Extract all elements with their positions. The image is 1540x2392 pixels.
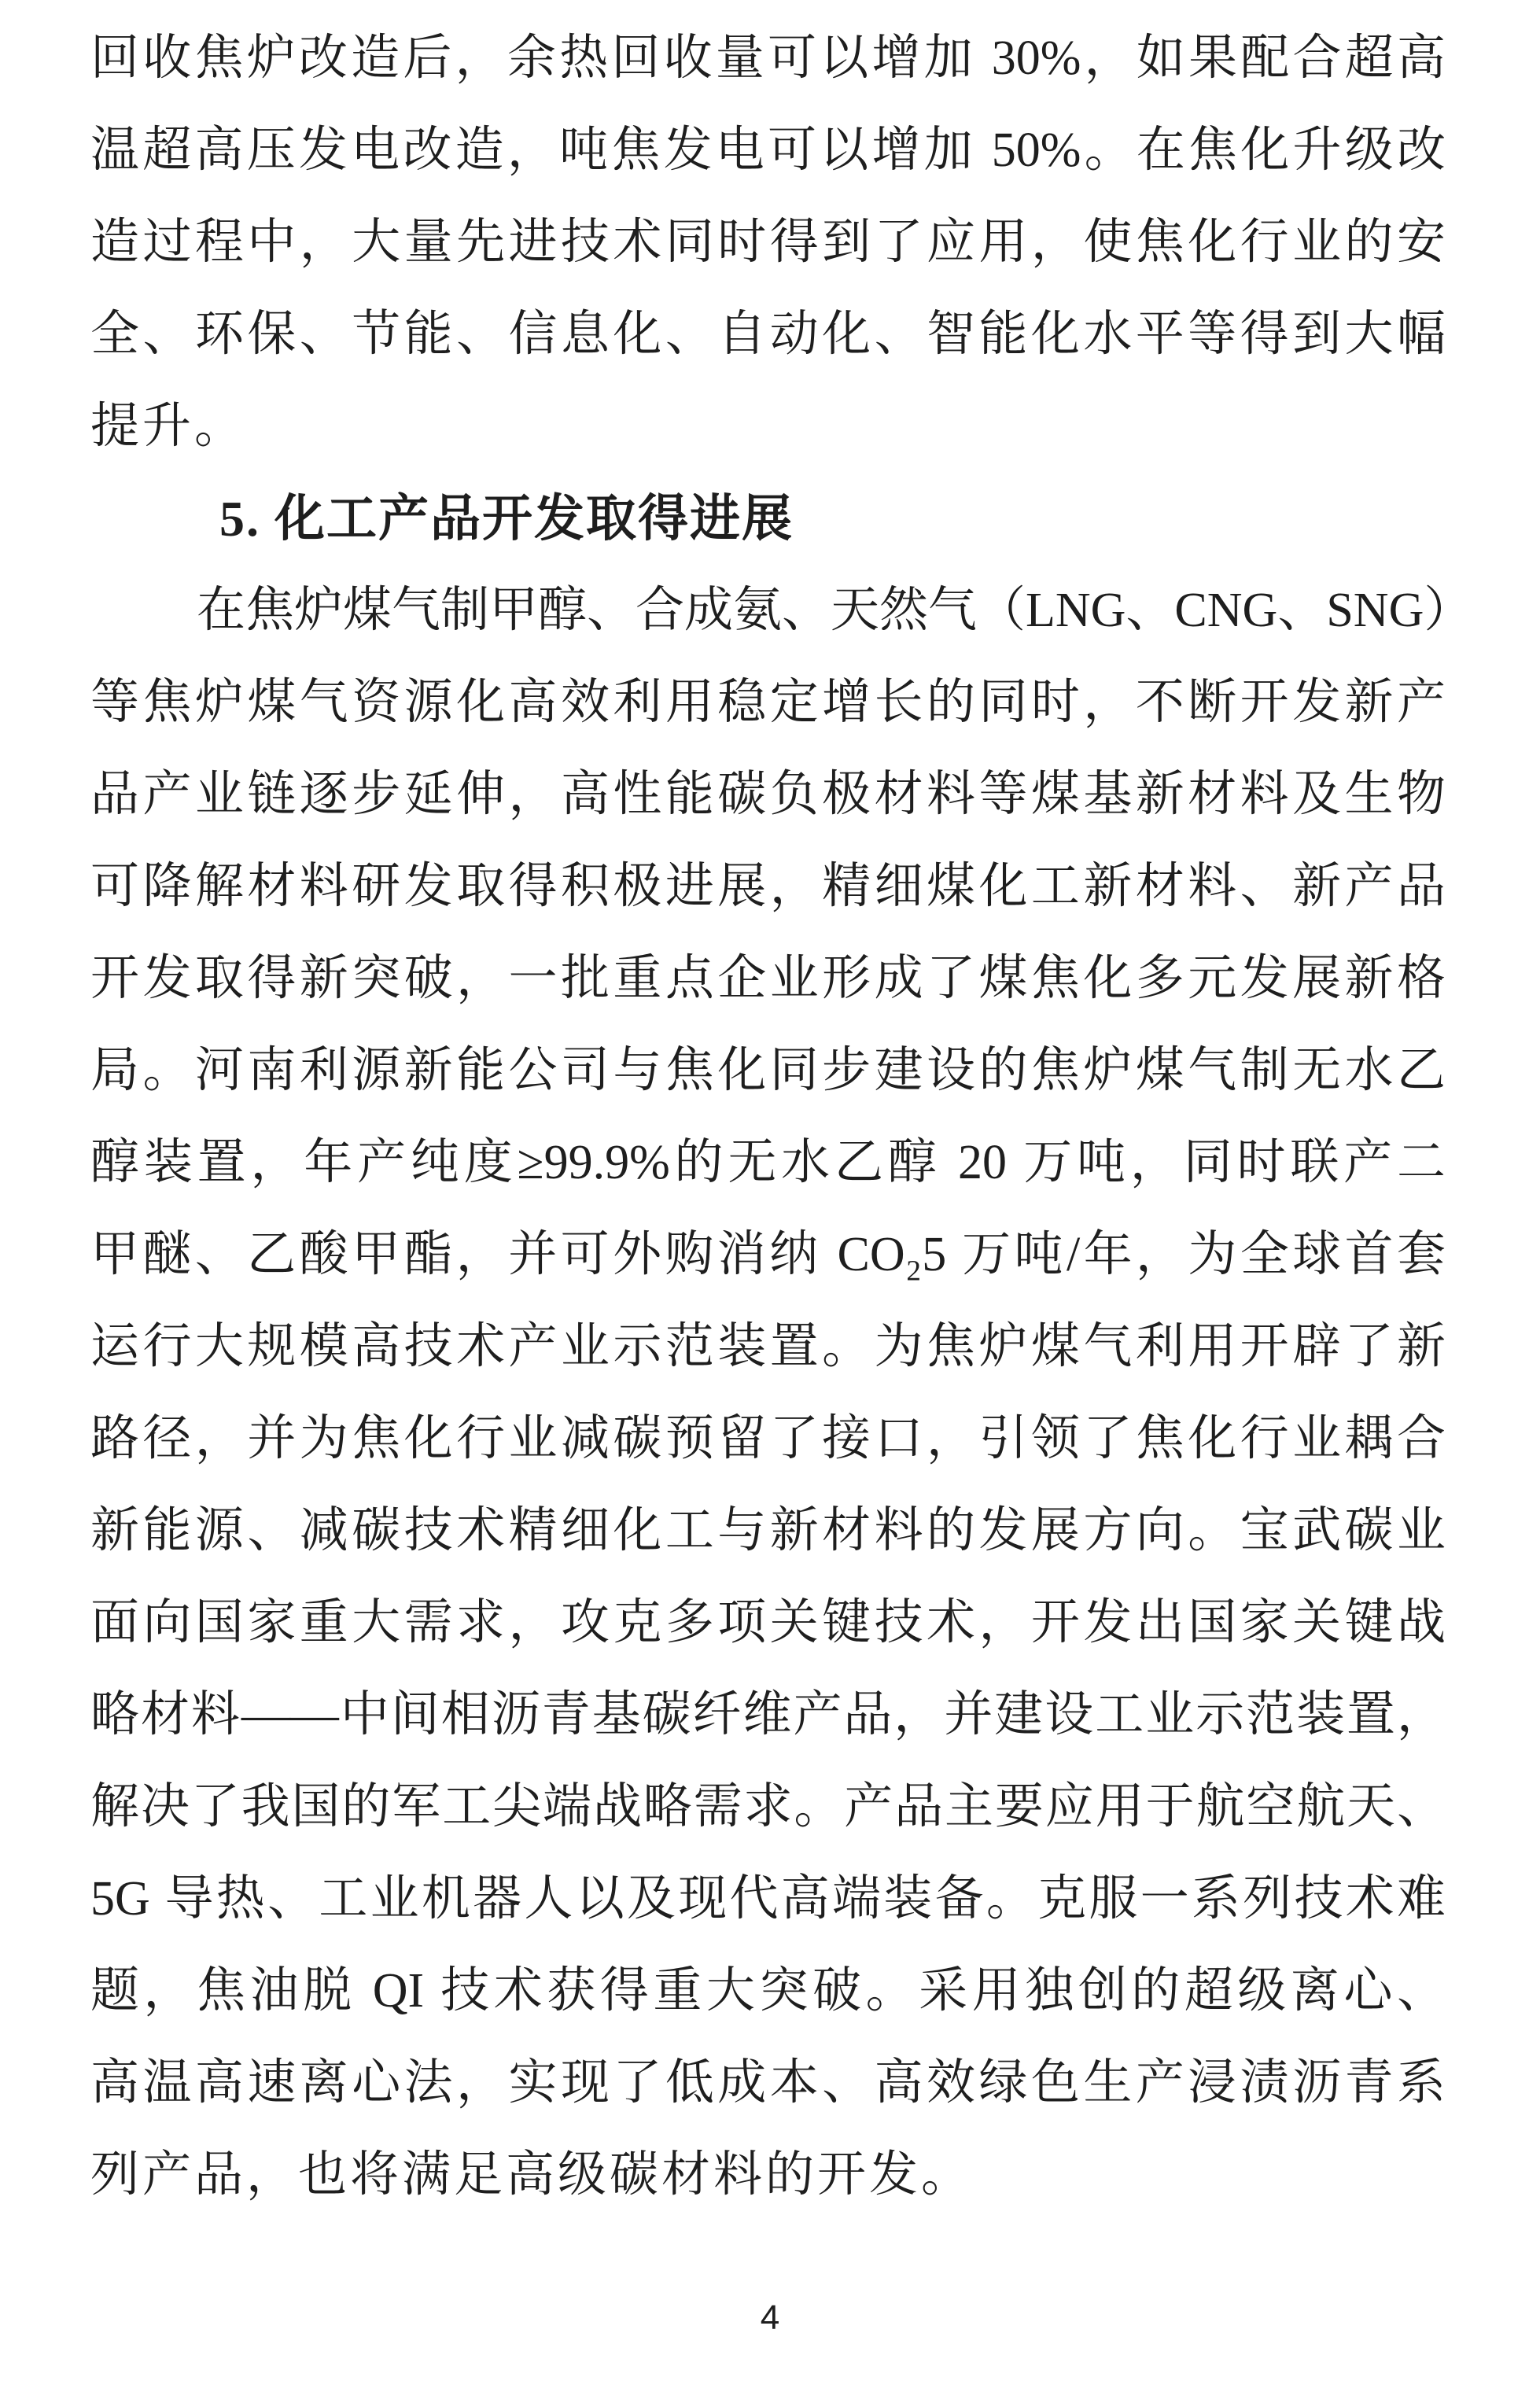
paragraph2-line: 新能源、减碳技术精细化工与新材料的发展方向。宝武碳业 — [90, 1504, 1446, 1557]
paragraph1-line: 造过程中，大量先进技术同时得到了应用，使焦化行业的安 — [90, 216, 1446, 269]
paragraph2-line: 局。河南利源新能公司与焦化同步建设的焦炉煤气制无水乙 — [90, 1044, 1446, 1097]
paragraph2-line: 面向国家重大需求，攻克多项关键技术，开发出国家关键战 — [90, 1596, 1446, 1649]
paragraph1-line: 回收焦炉改造后，余热回收量可以增加 30%，如果配合超高 — [90, 31, 1446, 85]
paragraph2-line: 路径，并为焦化行业减碳预留了接口，引领了焦化行业耦合 — [90, 1412, 1446, 1465]
page-number: 4 — [760, 2298, 780, 2337]
paragraph2-line: 等焦炉煤气资源化高效利用稳定增长的同时，不断开发新产 — [90, 676, 1446, 729]
paragraph1-line: 全、环保、节能、信息化、自动化、智能化水平等得到大幅 — [90, 308, 1446, 361]
paragraph2-line: 开发取得新突破，一批重点企业形成了煤焦化多元发展新格 — [90, 952, 1446, 1005]
paragraph2-line: 运行大规模高技术产业示范装置。为焦炉煤气利用开辟了新 — [90, 1320, 1446, 1373]
paragraph2-line: 可降解材料研发取得积极进展，精细煤化工新材料、新产品 — [90, 860, 1446, 913]
paragraph1-line: 提升。 — [90, 400, 247, 453]
paragraph2-line: 醇装置，年产纯度≥99.9%的无水乙醇 20 万吨，同时联产二 — [90, 1136, 1446, 1189]
paragraph1-line: 温超高压发电改造，吨焦发电可以增加 50%。在焦化升级改 — [90, 123, 1446, 177]
paragraph2-line: 5G 导热、工业机器人以及现代高端装备。克服一系列技术难 — [90, 1872, 1446, 1926]
page-body-text — [90, 13, 1473, 2221]
paragraph2-line: 高温高速离心法，实现了低成本、高效绿色生产浸渍沥青系 — [90, 2056, 1446, 2110]
paragraph2-line: 甲醚、乙酸甲酯，并可外购消纳 CO₂5 万吨/年，为全球首套 — [90, 1228, 1446, 1281]
paragraph2-line: 列产品，也将满足高级碳材料的开发。 — [90, 2148, 974, 2202]
paragraph2-line: 题，焦油脱 QI 技术获得重大突破。采用独创的超级离心、 — [90, 1964, 1446, 2018]
paragraph2-line: 解决了我国的军工尖端战略需求。产品主要应用于航空航天、 — [90, 1780, 1446, 1834]
paragraph2-line: 品产业链逐步延伸，高性能碳负极材料等煤基新材料及生物 — [90, 768, 1446, 821]
section-heading: 5. 化工产品开发取得进展 — [219, 491, 794, 547]
paragraph2-line: 在焦炉煤气制甲醇、合成氨、天然气（LNG、CNG、SNG） — [197, 584, 1473, 637]
paragraph2-line: 略材料——中间相沥青基碳纤维产品，并建设工业示范装置， — [90, 1688, 1446, 1741]
